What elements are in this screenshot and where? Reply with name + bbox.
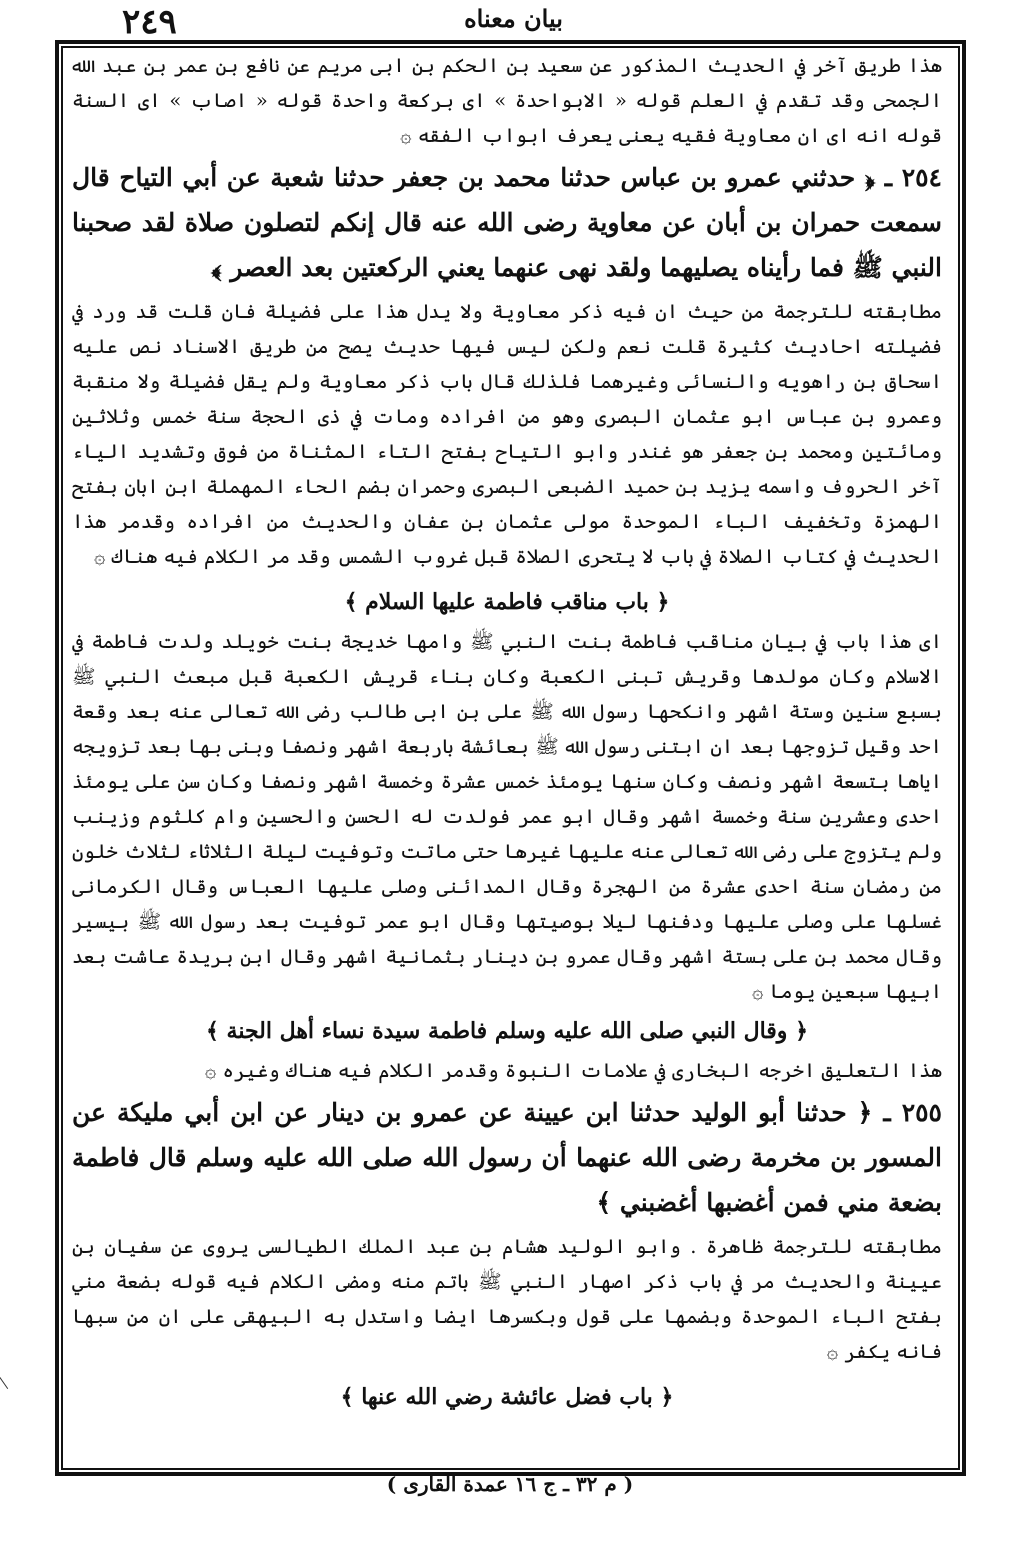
commentary-paragraph-5: مطابقته للترجمة ظاهرة . وابو الوليد هشام بن عبد الملك الطيالسى يروى عن سفيان بن عيينة والحديث مر في باب ذكر اصهار النبي ﷺ باتم منه ومضى الكلام فيه قوله بضعة مني بفتح الباء الموحدة وبضمها على قول وبكسرها ايضا واستدل به البيهقى على ان من سبها فانه يكفر ۞ xyxy=(72,1235,942,1363)
edge-mark xyxy=(0,1369,20,1389)
commentary-paragraph-1: هذا طريق آخر في الحديث المذكور عن سعيد بن الحكم بن ابى مريم عن نافع بن عمر بن عبد الله الجمحى وقد تقدم في العلم قوله « الابواحدة » اى بركعة واحدة قوله « اصاب » اى السنة قوله انه اى ان معاوية فقيه يعنى يعرف ابواب الفقه ۞ xyxy=(72,54,942,147)
chapter-heading-fatima: ﴿ باب مناقب فاطمة عليها السلام ﴾ xyxy=(344,589,670,615)
running-title: بيان معناه xyxy=(464,4,563,33)
prophetic-quote: ﴿ وقال النبي صلى الله عليه وسلم فاطمة سيدة نساء أهل الجنة ﴾ xyxy=(206,1018,808,1044)
commentary-paragraph-3: اى هذا باب في بيان مناقب فاطمة بنت النبي ﷺ وامها خديجة بنت خويلد ولدت فاطمة في الاسلام وكان مولدها وقريش تبنى الكعبة وكان بناء قريش الكعبة قبل مبعث النبي ﷺ بسبع سنين وستة اشهر وانكحها رسول الله ﷺ على بن ابى طالب رضى الله تعالى عنه بعد وقعة احد وقيل تزوجها بعد ان ابتنى رسول الله ﷺ بعائشة باربعة اشهر ونصفا وبنى بها بعد تزويجه اياها بتسعة اشهر ونصف وكان سنها يومئذ خمس عشرة وخمسة اشهر ونصفا وكان سن على يومئذ احدى وعشرين سنة وخمسة اشهر وقال ابو عمر فولدت له الحسن والحسين وام كلثوم وزينب ولم يتزوج على رضى الله تعالى عنه عليها غيرها حتى ماتت وتوفيت ليلة الثلاثاء لثلاث خلون من رمضان سنة احدى عشرة من الهجرة وقال المدائنى وصلى عليها العباس وقال الكرمانى غسلها على وصلى عليها ودفنها ليلا بوصيتها وقال ابو عمر توفيت بعد رسول الله ﷺ بيسير وقال محمد بن على بستة اشهر وقال عمرو بن دينار بثمانية اشهر وقال ابن بريدة عاشت بعد ابيها سبعين يوما ۞ xyxy=(72,630,942,1003)
page-content xyxy=(72,48,942,1458)
commentary-paragraph-2: مطابقته للترجمة من حيث ان فيه ذكر معاوية ولا يدل هذا على فضيلة فان قلت قد ورد في فضيلته احاديث كثيرة قلت نعم ولكن ليس فيها حديث يصح من طريق الاسناد نص عليه اسحاق بن راهويه والنسائى وغيرهما فلذلك قال باب ذكر معاوية ولم يقل فضيلة ولا منقبة وعمرو بن عباس ابو عثمان البصرى وهو من افراده ومات في ذى الحجة سنة خمس وثلاثين ومائتين ومحمد بن جعفر هو غندر وابو التياح بفتح التاء المثناة من فوق وتشديد الياء آخر الحروف واسمه يزيد بن حميد الضبعى البصرى وحمران بضم الحاء المهملة ابن ابان بفتح الهمزة وتخفيف الباء الموحدة مولى عثمان بن عفان والحديث من افراده وقدمر هذا الحديث في كتاب الصلاة في باب لا يتحرى الصلاة قبل غروب الشمس وقد مر الكلام فيه هناك ۞ xyxy=(72,300,942,568)
page-footer xyxy=(0,1470,1027,1504)
volume-signature: ( م ٣٢ ـ ج ١٦ عمدة القارى ) xyxy=(386,1472,634,1496)
chapter-heading-aisha: ﴿ باب فضل عائشة رضي الله عنها ﴾ xyxy=(340,1384,674,1410)
hadith-255: ٢٥٥ ـ ﴿ حدثنا أبو الوليد حدثنا ابن عيينة عن عمرو بن دينار عن ابن أبي مليكة عن المسور بن مخرمة رضى الله عنهما أن رسول الله صلى الله عليه وسلم قال فاطمة بضعة مني فمن أغضبها أغضبني ﴾ xyxy=(72,1098,942,1217)
commentary-paragraph-4: هذا التعليق اخرجه البخارى في علامات النبوة وقدمر الكلام فيه هناك وغيره ۞ xyxy=(204,1059,942,1082)
page-number: ٢٤٩ xyxy=(122,2,177,42)
hadith-254: ٢٥٤ ـ ﴿ حدثني عمرو بن عباس حدثنا محمد بن جعفر حدثنا شعبة عن أبي التياح قال سمعت حمران بن أبان عن معاوية رضى الله عنه قال إنكم لتصلون صلاة لقد صحبنا النبي ﷺ فما رأيناه يصليهما ولقد نهى عنهما يعني الركعتين بعد العصر ﴾ xyxy=(72,163,942,282)
